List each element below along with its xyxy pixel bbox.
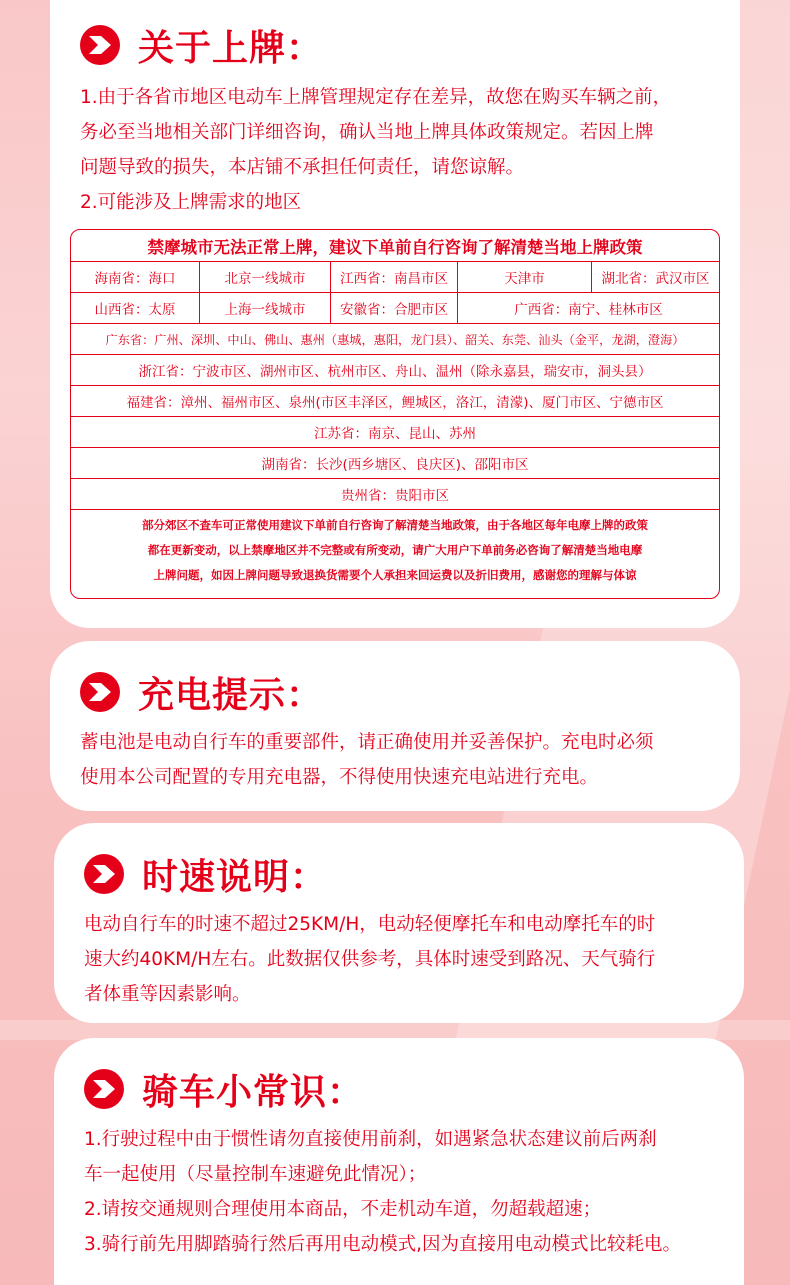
table-cell: 海南省：海口 [94, 271, 176, 287]
chevron-right-circle-icon [80, 25, 120, 65]
charging-heading [80, 669, 740, 715]
riding-line: 2.请按交通规则合理使用本商品，不走机动车道，勿超载超速； [84, 1199, 602, 1220]
plate-title: 关于上牌： [138, 27, 324, 69]
table-cell: 贵州省：贵阳市区 [341, 488, 449, 504]
riding-line: 1.行驶过程中由于惯性请勿直接使用前刹，如遇紧急状态建议前后两刹 [84, 1129, 657, 1150]
speed-line: 速大约40KM/H左右。此数据仅供参考，具体时速受到路况、天气骑行 [84, 949, 656, 970]
speed-line: 电动自行车的时速不超过25KM/H，电动轻便摩托车和电动摩托车的时 [84, 914, 656, 935]
table-cell: 湖南省：长沙(西乡塘区、良庆区)、邵阳市区 [261, 457, 529, 473]
plate-line: 2.可能涉及上牌需求的地区 [80, 192, 302, 213]
charging-line: 蓄电池是电动自行车的重要部件，请正确使用并妥善保护。充电时必须 [80, 732, 654, 753]
table-cell: 上海一线城市 [199, 293, 330, 323]
speed-card [54, 823, 744, 1023]
riding-heading [84, 1066, 744, 1112]
plate-line: 务必至当地相关部门详细咨询，确认当地上牌具体政策规定。若因上牌 [80, 122, 654, 143]
charging-line: 使用本公司配置的专用充电器，不得使用快速充电站进行充电。 [80, 767, 599, 788]
table-cell: 湖北省：武汉市区 [591, 262, 719, 292]
plate-line: 1.由于各省市地区电动车上牌管理规定存在差异，故您在购买车辆之前， [80, 87, 672, 108]
table-cell: 广西省：南宁、桂林市区 [457, 293, 719, 323]
table-footer-note [71, 510, 719, 591]
table-cell: 江苏省：南京、昆山、苏州 [314, 426, 476, 442]
plate-card [50, 0, 740, 628]
footer-line: 上牌问题，如因上牌问题导致退换货需要个人承担来回运费以及折旧费用，感谢您的理解与体谅 [153, 568, 637, 582]
riding-title: 骑车小常识： [142, 1071, 365, 1113]
footer-line: 部分郊区不查车可正常使用建议下单前自行咨询了解清楚当地政策，由于各地区每年电摩上牌的政策 [142, 518, 648, 532]
charging-card [50, 641, 740, 811]
speed-title: 时速说明： [142, 856, 328, 898]
riding-card [54, 1038, 744, 1285]
table-cell: 浙江省：宁波市区、湖州市区、杭州市区、舟山、温州（除永嘉县，瑞安市，洞头县） [138, 364, 652, 380]
table-cell: 安徽省：合肥市区 [330, 293, 457, 323]
charging-title: 充电提示： [138, 674, 324, 716]
chevron-right-circle-icon [84, 1069, 124, 1109]
table-header: 禁摩城市无法正常上牌，建议下单前自行咨询了解清楚当地上牌政策 [147, 237, 643, 257]
plate-line: 问题导致的损失，本店铺不承担任何责任，请您谅解。 [80, 157, 525, 178]
table-cell: 山西省：太原 [94, 302, 176, 318]
table-cell: 江西省：南昌市区 [330, 262, 457, 292]
table-cell: 天津市 [457, 262, 591, 292]
footer-line: 都在更新变动，以上禁摩地区并不完整或有所变动，请广大用户下单前务必咨询了解清楚当地电摩 [147, 543, 643, 557]
plate-heading [80, 22, 740, 68]
table-cell: 北京一线城市 [199, 262, 330, 292]
chevron-right-circle-icon [80, 672, 120, 712]
speed-heading [84, 851, 744, 897]
riding-line: 3.骑行前先用脚踏骑行然后再用电动模式,因为直接用电动模式比较耗电。 [84, 1234, 682, 1255]
table-cell: 广东省：广州、深圳、中山、佛山、惠州（惠城，惠阳，龙门县）、韶关、东莞、汕头（金平，龙湖，澄海） [105, 332, 685, 347]
table-cell: 福建省：漳州、福州市区、泉州(市区丰泽区，鲤城区，洛江，清濛)、厦门市区、宁德市区 [126, 395, 664, 411]
speed-line: 者体重等因素影响。 [84, 984, 251, 1005]
riding-line: 车一起使用（尽量控制车速避免此情况）； [84, 1164, 427, 1185]
restricted-cities-table [70, 229, 720, 599]
chevron-right-circle-icon [84, 854, 124, 894]
